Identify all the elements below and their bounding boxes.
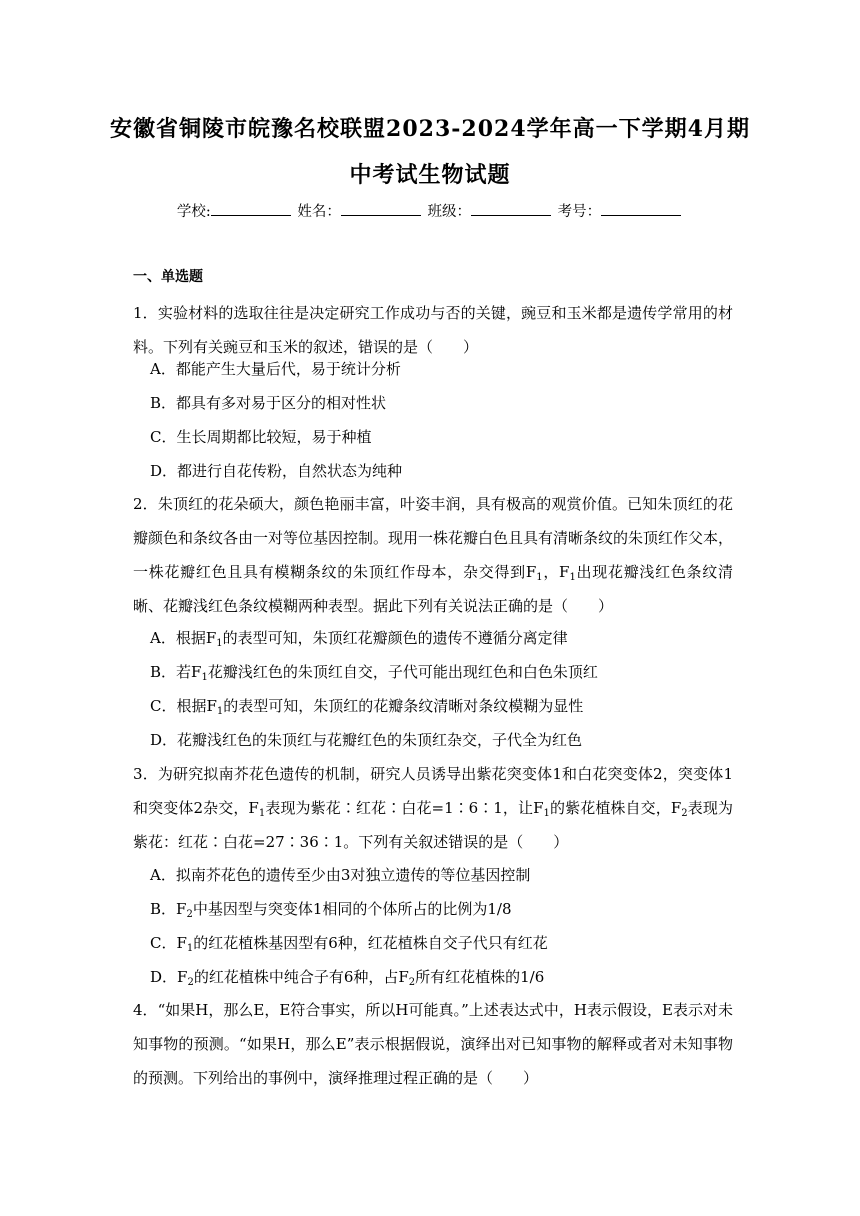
exam-title-line-2: 中考试生物试题 xyxy=(349,162,511,188)
question-3-option-c: C．$F_1$的红花植株基因型有6种，红花植株自交子代只有红花 xyxy=(150,934,548,954)
class-label: 班级： xyxy=(427,204,471,220)
question-1-option-a: A．都能产生大量后代，易于统计分析 xyxy=(150,360,401,378)
question-1-option-c: C．生长周期都比较短，易于种植 xyxy=(150,428,372,446)
question-3-stem: 3．为研究拟南芥花色遗传的机制，研究人员诱导出紫花突变体1和白花突变体2，突变体1和突变体2杂交，$F_1$表现为紫花∶红花∶白花=1∶6∶1，让$F_1$的紫花植株自交，$F_2$表现为紫花：红花∶白花=27∶36∶1。下列有关叙述错误的是（ ） xyxy=(133,765,733,851)
question-3-option-b: B．$F_2$中基因型与突变体1相同的个体所占的比例为1/8 xyxy=(150,900,512,920)
question-1-stem: 1．实验材料的选取往往是决定研究工作成功与否的关键，豌豆和玉米都是遗传学常用的材料。下列有关豌豆和玉米的叙述，错误的是（ ） xyxy=(133,304,733,356)
question-4-stem: 4．“如果H，那么E，E符合事实，所以H可能真。”上述表达式中，H表示假设，E表示对未知事物的预测。“如果H，那么E”表示根据假说，演绎出对已知事物的解释或者对未知事物的预测。下列给出的事例中，演绎推理过程正确的是（ ） xyxy=(133,1001,733,1087)
question-3-option-a: A．拟南芥花色的遗传至少由3对独立遗传的等位基因控制 xyxy=(150,866,531,884)
question-2-option-d: D．花瓣浅红色的朱顶红与花瓣红色的朱顶红杂交，子代全为红色 xyxy=(150,731,583,749)
question-2-option-b: B．若$F_1$花瓣浅红色的朱顶红自交，子代可能出现红色和白色朱顶红 xyxy=(150,663,598,683)
section-title: 一、单选题 xyxy=(133,269,203,285)
question-1-option-d: D．都进行自花传粉，自然状态为纯种 xyxy=(150,462,403,480)
class-blank[interactable] xyxy=(471,201,551,216)
school-label: 学校: xyxy=(176,204,211,220)
question-2-option-a: A．根据$F_1$的表型可知，朱顶红花瓣颜色的遗传不遵循分离定律 xyxy=(150,629,568,649)
exam-number-label: 考号： xyxy=(557,204,602,220)
question-3-option-d: D．$F_2$的红花植株中纯合子有6种，占$F_2$所有红花植株的1/6 xyxy=(150,968,545,988)
name-blank[interactable] xyxy=(341,201,421,216)
question-2-option-c: C．根据$F_1$的表型可知，朱顶红的花瓣条纹清晰对条纹模糊为显性 xyxy=(150,697,584,717)
exam-number-blank[interactable] xyxy=(601,201,681,216)
name-label: 姓名： xyxy=(297,204,341,220)
question-2-stem: 2．朱顶红的花朵硕大，颜色艳丽丰富，叶姿丰润，具有极高的观赏价值。已知朱顶红的花瓣颜色和条纹各由一对等位基因控制。现用一株花瓣白色且具有清晰条纹的朱顶红作父本，一株花瓣红色且具有模糊条纹的朱顶红作母本，杂交得到$F_1$，$F_1$出现花瓣浅红色条纹清晰、花瓣浅红色条纹模糊两种表型。据此下列有关说法正确的是（ ） xyxy=(133,495,734,615)
exam-title-line-1: 安徽省铜陵市皖豫名校联盟2023-2024学年高一下学期4月期 xyxy=(110,116,750,142)
student-info-row xyxy=(0,200,860,221)
question-1-option-b: B．都具有多对易于区分的相对性状 xyxy=(150,394,387,412)
school-blank[interactable] xyxy=(211,201,291,216)
